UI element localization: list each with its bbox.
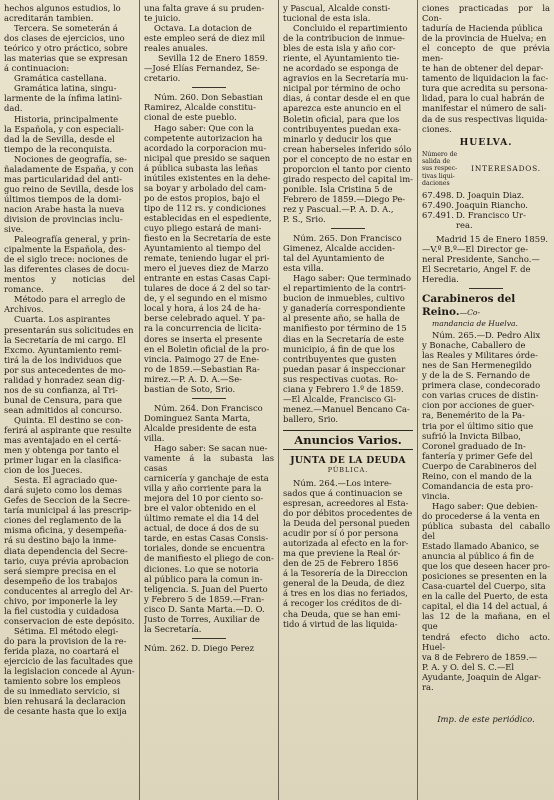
col1-line: Excmo. Ayuntamiento remi- bbox=[4, 344, 122, 355]
col1-line: Tercera. Se someterán á bbox=[14, 23, 118, 34]
col3-a265-line: el repartimiento de la contri- bbox=[283, 283, 407, 294]
col3-top-line: riente, el Ayuntamiento tie- bbox=[283, 53, 400, 64]
relation-row bbox=[422, 210, 550, 220]
rel-left-line: tivas liqui- bbox=[422, 172, 455, 180]
col1-line: presentarán sus solicitudes en bbox=[4, 324, 134, 335]
col2-a260-line: acordado la corporacion mu- bbox=[144, 142, 267, 153]
col2-a260-line: competente autorizacion ha bbox=[144, 132, 263, 143]
col2-a264-line: actual, de doce á dos de su bbox=[144, 523, 259, 534]
col3-top-line: aparezca este anuncio en el bbox=[283, 103, 402, 114]
rel-left-line: salida de bbox=[422, 158, 451, 166]
archive-rules-text bbox=[4, 3, 135, 716]
col1-line: ferirá al aspirante que resulte bbox=[4, 424, 132, 435]
relation-row bbox=[422, 190, 550, 200]
rel-left-line: daciones bbox=[422, 180, 450, 188]
col3-a265-line: dias en la Secretaría de este bbox=[283, 333, 404, 344]
col4-a265-line: Hago saber: Que debien- bbox=[432, 500, 538, 511]
col4-a265-line: Núm. 265.—D. Pedro Alix bbox=[432, 330, 541, 341]
col1-line: dará sujeto como los demas bbox=[4, 485, 122, 496]
col2-a264-line: diciones. Lo que se notoria bbox=[144, 563, 259, 574]
carabineros-heading bbox=[422, 293, 550, 319]
notice-264-subasta bbox=[144, 403, 274, 634]
col3-a264-line: sados que á continuacion se bbox=[283, 487, 403, 498]
col4-a265-line: con varias cruces de distin- bbox=[422, 390, 539, 401]
col4-a265-line: Reino, con el mando de la bbox=[422, 470, 532, 481]
col1-line: Archivos. bbox=[4, 304, 44, 315]
col1-line: Nociones de geografía, se- bbox=[14, 153, 127, 164]
col2-top-line: Sevilla 12 de Enero 1859. bbox=[158, 53, 268, 64]
col3-top-line: agravios en la Secretaría mu- bbox=[283, 73, 409, 84]
col4-top-line: taduría de Hacienda pública bbox=[422, 23, 543, 34]
col3-a264-line: espresan, acreedores al Esta- bbox=[283, 498, 409, 509]
col4-a265-line: nes de San Hermenegildo bbox=[422, 360, 532, 371]
col4-a265-line: anuncia al público á fin de bbox=[422, 551, 535, 562]
relation-table bbox=[422, 190, 550, 230]
relation-header bbox=[422, 151, 550, 188]
col2-top-line: este empleo será de diez mil bbox=[144, 33, 266, 44]
col1-line: la fiel custodia y cuidadosa bbox=[4, 605, 119, 616]
col4-a265-line: tria por el último sitio que bbox=[422, 420, 534, 431]
col4-a265-line: primera clase, condecorado bbox=[422, 380, 541, 391]
relation-number: 67.491. bbox=[422, 209, 454, 220]
col2-a260-line: á pública subasta las leñas bbox=[144, 162, 258, 173]
col1-line: de el siglo trece: nociones de bbox=[4, 254, 128, 265]
col2-a264-line: último remate el dia 14 del bbox=[144, 513, 259, 524]
col3-a264-line: general de la Deuda, de diez bbox=[283, 578, 405, 589]
col3-top-line: crean haberseles inferido sólo bbox=[283, 143, 412, 154]
col1-line: de su inmediato servicio, si bbox=[4, 686, 120, 697]
col4-a265-line: Estado llamado Abanico, se bbox=[422, 541, 539, 552]
col1-line: Cuarta. Los aspirantes bbox=[14, 314, 111, 325]
col4-top-line: te han de obtener del depar- bbox=[422, 63, 544, 74]
col4-a265-line: ra, Benemérito de la Pa- bbox=[422, 410, 525, 421]
col1-line: cion de los Jueces. bbox=[4, 465, 83, 476]
col2-a264-line: de manifiesto el pliego de con- bbox=[144, 553, 274, 564]
col1-line: Historia, principalmente bbox=[14, 113, 119, 124]
col2-a264-line: villa. bbox=[144, 432, 165, 443]
col4-a265-line: capital, el dia 14 del actual, á bbox=[422, 601, 548, 612]
col1-line: Gramática castellana. bbox=[14, 73, 107, 84]
col4-top-line: da de sus respectivas liquida- bbox=[422, 113, 548, 124]
col3-a264-line: acudir por sí ó por persona bbox=[283, 528, 399, 539]
col2-a260-line: ra la concurrencia de licita- bbox=[144, 323, 262, 334]
col1-line: últimos tiempos de la domi- bbox=[4, 193, 122, 204]
col4-mid-line: El Secretario, Angel F. de bbox=[422, 264, 531, 275]
carabineros-title: Carabineros del Reino. bbox=[422, 293, 516, 318]
col3-top-line: y Pascual, Alcalde consti- bbox=[283, 3, 391, 13]
col3-top-line: contribuyentes puedan exa- bbox=[283, 123, 401, 134]
col3-a264-line: den de 25 de Febrero 1856 bbox=[283, 558, 399, 569]
separator bbox=[192, 638, 226, 639]
col2-a260-line: fiesto en la Secretaría de este bbox=[144, 233, 271, 244]
col2-a260-line: entrante en estas Casas Capi- bbox=[144, 273, 271, 284]
relation-name: rea. bbox=[456, 219, 473, 230]
col3-top-line: rez y Pascual.—P. A. D. A., bbox=[283, 203, 394, 214]
col3-a265-line: manifiesto por término de 15 bbox=[283, 323, 407, 334]
col1-line: ferida plaza, no coartará el bbox=[4, 646, 119, 656]
col3-a264-line: á la Tesorería de la Direccion bbox=[283, 568, 408, 579]
col2-a264-line: bre el valor obtenido en el bbox=[144, 503, 256, 514]
col1-line: tiempo de la reconquista. bbox=[4, 143, 113, 154]
deuda-signature bbox=[422, 234, 550, 284]
col2-a260-line: mero el jueves diez de Marzo bbox=[144, 263, 269, 274]
col3-a265-line: contribuyentes que gusten bbox=[283, 353, 397, 364]
column-1 bbox=[4, 3, 135, 795]
col1-line: do para la provision de la re- bbox=[4, 635, 127, 646]
col4-a265-line: sufrió la Invicta Bilbao, bbox=[422, 430, 521, 441]
col2-a264-line: y Febrero 5 de 1859.—Fran- bbox=[144, 593, 265, 604]
relation-row bbox=[422, 200, 550, 210]
col2-a260-line: mirez.—P. A. D. A.—Se- bbox=[144, 373, 243, 384]
col4-mid-line: Heredia. bbox=[422, 274, 459, 285]
col3-top-line: Concluido el repartimiento bbox=[293, 23, 408, 34]
separator bbox=[331, 228, 365, 229]
col4-a265-line: do procederse á la venta en bbox=[422, 510, 540, 521]
column-2 bbox=[144, 3, 274, 795]
col4-a265-line: vincia. bbox=[422, 490, 450, 501]
col2-a260-line: cional de este pueblo. bbox=[144, 112, 237, 123]
col2-a264-line: vamente á la subasta las casas bbox=[144, 453, 274, 474]
col4-a265-line: fantería y primer Gefe del bbox=[422, 450, 533, 461]
col2-top-line: —José Elías Fernandez, Se- bbox=[144, 63, 260, 74]
col4-a265-line: cion por acciones de guer- bbox=[422, 400, 535, 411]
col2-a260-line: inútiles existentes en la dehe- bbox=[144, 172, 271, 183]
col2-a264-line: mejora del 10 por ciento so- bbox=[144, 493, 264, 504]
col3-a264-line: á tres en los dias no feriados, bbox=[283, 588, 408, 599]
col2-a260-line: remate, teniendo lugar el pri- bbox=[144, 253, 270, 264]
col3-a264-line: autorizada al efecto en la for- bbox=[283, 538, 409, 549]
col1-line: ciones del reglamento de la bbox=[4, 515, 122, 526]
col4-a265-line: Comandancia de esta pro- bbox=[422, 480, 534, 491]
col2-a264-line: al público para la comun in- bbox=[144, 573, 263, 584]
col4-a265-line: ra. bbox=[422, 681, 434, 692]
col3-a265-line: Núm. 265. Don Francisco bbox=[293, 233, 402, 244]
col3-a264-line: la Deuda del personal pueden bbox=[283, 518, 410, 529]
separator bbox=[469, 288, 503, 289]
col4-mid-line: —V.º B.º—El Director ge- bbox=[422, 243, 529, 254]
col3-a265-line: tal del Ayuntamiento de bbox=[283, 253, 385, 264]
col2-top-line: cretario. bbox=[144, 73, 181, 84]
col3-a265-line: —El Alcalde, Francisco Gi- bbox=[283, 393, 397, 404]
col2-a260-line: Ayuntamiento al tiempo del bbox=[144, 243, 261, 254]
col2-a264-line: villa y año corriente para la bbox=[144, 483, 262, 494]
col4-a265-line: tendrá efecto dicho acto. Huel- bbox=[422, 631, 550, 652]
column-rule bbox=[417, 0, 418, 800]
col1-line: sean admitidos al concurso. bbox=[4, 404, 123, 415]
col2-a260-line: bastian de Soto, Srio. bbox=[144, 383, 236, 394]
col4-a265-line: y Bonache, Caballero de bbox=[422, 340, 526, 351]
col3-top-line: P. S., Srio. bbox=[283, 213, 326, 224]
col1-line: por sus antecedentes de mo- bbox=[4, 364, 126, 375]
col2-a264-line: carnicería y ganchaje de esta bbox=[144, 473, 269, 484]
col4-a265-line: Ayudante, Joaquin de Algar- bbox=[422, 671, 542, 682]
col1-line: la Española, y con especiali- bbox=[4, 123, 124, 134]
col4-a265-line: en la calle del Puerto, de esta bbox=[422, 591, 548, 602]
separator bbox=[192, 87, 226, 88]
col1-line: diata dependencia del Secre- bbox=[4, 545, 128, 556]
col4-a265-line: Cuerpo de Carabineros del bbox=[422, 460, 537, 471]
col1-line: mas particularidad del anti- bbox=[4, 173, 123, 184]
relation-row bbox=[422, 220, 550, 230]
col3-a265-line: y ganadería correspondiente bbox=[283, 303, 406, 314]
col4-top-line: tura que acredita su persona- bbox=[422, 83, 548, 94]
col1-line: larmente de la ínfima latini- bbox=[4, 93, 123, 104]
col3-top-line: ne acordado se esponga de bbox=[283, 63, 399, 74]
col4-a265-line: Coronel graduado de In- bbox=[422, 440, 526, 451]
col1-line: ralidad y honradez sean dig- bbox=[4, 374, 125, 385]
notice-265-rociana bbox=[283, 233, 413, 424]
notice-265-carabineros bbox=[422, 330, 550, 692]
col1-line: cipalmente la Española, des- bbox=[4, 244, 126, 255]
col1-line: rá su destino bajo la inme- bbox=[4, 535, 117, 546]
col2-a260-line: Núm. 260. Don Sebastian bbox=[154, 92, 263, 103]
col1-line: nos de su confianza, al Tri- bbox=[4, 384, 118, 395]
col2-top-line: reales anuales. bbox=[144, 43, 208, 54]
deuda-notice-continued bbox=[422, 3, 550, 134]
col1-line: hechos algunos estudios, lo bbox=[4, 3, 121, 13]
column-3 bbox=[283, 3, 413, 795]
carabineros-subtitle: —Co- bbox=[459, 307, 481, 317]
col2-top-line: te juicio. bbox=[144, 13, 181, 24]
col2-a260-line: vincia. Paimogo 27 de Ene- bbox=[144, 353, 260, 364]
col1-line: bien rehusará la declaracion bbox=[4, 696, 126, 707]
col3-a265-line: sus respectivas cuotas. Ro- bbox=[283, 373, 398, 384]
col1-line: guo reino de Sevilla, desde los bbox=[4, 183, 134, 194]
col3-a265-line: Gimenez, Alcalde acciden- bbox=[283, 243, 396, 254]
notice-264-deuda bbox=[283, 478, 413, 629]
col1-line: tario, cuya prévia aprobacion bbox=[4, 555, 129, 566]
col3-a265-line: municipio, á fin de que los bbox=[283, 343, 395, 354]
col1-line: Paleografía general, y prin- bbox=[14, 234, 131, 245]
col1-line: de cesante hasta que lo exija bbox=[4, 706, 127, 717]
col1-line: desempeño de los trabajos bbox=[4, 575, 118, 586]
col2-a260-line: Ramirez, Alcalde constitu- bbox=[144, 102, 256, 113]
col2-top-line: Octava. La dotacion de bbox=[154, 23, 252, 34]
col4-a265-line: y de la de S. Fernando de bbox=[422, 370, 530, 381]
col3-a265-line: menez.—Manuel Bencano Ca- bbox=[283, 403, 410, 414]
col3-a264-line: ma que previene la Real ór- bbox=[283, 548, 401, 559]
col1-line: las materias que se expresan bbox=[4, 53, 128, 64]
col3-a265-line: al presente año, se halla de bbox=[283, 313, 400, 324]
col1-line: Sesta. El agraciado que- bbox=[14, 475, 118, 486]
col1-line: division de provincias inclu- bbox=[4, 213, 123, 224]
col4-a265-line: las 12 de la mañana, en el que bbox=[422, 611, 550, 632]
col2-a264-line: toriales, donde se encuentra bbox=[144, 543, 266, 554]
col3-a264-line: á recoger los créditos de di- bbox=[283, 598, 402, 609]
relation-name: D. Joaquin Diaz. bbox=[456, 189, 525, 200]
junta-deuda-title: JUNTA DE LA DEUDA bbox=[290, 454, 406, 466]
col2-a264-line: cisco D. Santa Marta.—D. O. bbox=[144, 603, 265, 614]
col1-line: será siempre precisa en el bbox=[4, 565, 117, 576]
col1-line: men y obtenga por tanto el bbox=[4, 445, 120, 456]
col2-a260-line: establecidas en el espediente, bbox=[144, 212, 272, 223]
col3-a265-line: ciana y Febrero 1.º de 1859. bbox=[283, 383, 404, 394]
col2-a264-line: teligencia. S. Juan del Puerto bbox=[144, 583, 268, 594]
rel-left-line: Número de bbox=[422, 150, 458, 158]
col3-top-line: minarlo y deducir los que bbox=[283, 133, 392, 144]
col1-line: misma oficina, y desempeña- bbox=[4, 525, 127, 536]
col1-line: la Secretaría de mi cargo. El bbox=[4, 334, 126, 345]
col1-line: tamiento sobre los empleos bbox=[4, 676, 121, 687]
col1-line: bunal de Censura, para que bbox=[4, 394, 122, 405]
col4-top-line: ciones practicadas por la Con- bbox=[422, 3, 550, 24]
col2-a260-line: tipo de 112 rs. y condiciones bbox=[144, 202, 266, 213]
col1-line: Quinta. El destino se con- bbox=[14, 414, 124, 425]
col1-line: primer lugar en la clasifica- bbox=[4, 455, 122, 466]
col4-a265-line: que los que deseen hacer pro- bbox=[422, 561, 550, 572]
separator bbox=[192, 398, 226, 399]
notice-260 bbox=[144, 92, 274, 393]
col2-a264-line: Hago saber: Se sacan nue- bbox=[154, 442, 268, 453]
col4-top-line: de la provincia de Huelva; en bbox=[422, 33, 547, 44]
col3-a264-line: tido á virtud de las liquida- bbox=[283, 618, 398, 629]
anuncios-varios-heading: Anuncios Varios. bbox=[283, 430, 413, 450]
col3-top-line: nicipal por término de ocho bbox=[283, 83, 401, 94]
col3-a265-line: bucion de inmuebles, cultivo bbox=[283, 293, 405, 304]
relation-name: D. Francisco Ur- bbox=[456, 209, 526, 220]
col4-top-line: tamento de liquidacion la fac- bbox=[422, 73, 549, 84]
archive-rules-end bbox=[144, 3, 274, 83]
notice-262-heading: Núm. 262. D. Diego Perez bbox=[144, 642, 255, 653]
col3-top-line: Febrero de 1859.—Diego Pe- bbox=[283, 193, 406, 204]
col2-a264-line: Dominguez Santa Marta, bbox=[144, 412, 251, 423]
col3-a265-line: esta villa. bbox=[283, 263, 324, 274]
col1-line: sive. bbox=[4, 224, 24, 235]
column-rule bbox=[278, 0, 279, 800]
col3-top-line: bles de esta isla y año cor- bbox=[283, 43, 396, 54]
col2-a260-line: de, y el segundo en el mismo bbox=[144, 293, 268, 304]
col4-a265-line: Casa-cuartel del Cuerpo, sita bbox=[422, 581, 546, 592]
col4-top-line: lidad, para lo cual habrán de bbox=[422, 93, 545, 104]
col1-line: dad la de Sevilla, desde el bbox=[4, 133, 115, 144]
col3-top-line: proporcion el tanto por ciento bbox=[283, 163, 411, 174]
relation-number: 67.490. bbox=[422, 199, 454, 210]
relation-header-number bbox=[422, 151, 462, 188]
col1-line: conducentes al arreglo del Ar- bbox=[4, 585, 133, 596]
col1-line: á continuacion: bbox=[4, 63, 70, 74]
col1-line: mas aventajado en el certá- bbox=[4, 435, 122, 446]
imprint-line: Imp. de este periódico. bbox=[437, 713, 535, 724]
huelva-heading: HUELVA. bbox=[459, 136, 513, 148]
col1-line: nacion Arabe hasta la nueva bbox=[4, 203, 125, 214]
col1-line: la legislacion concede al Ayun- bbox=[4, 666, 135, 677]
col1-line: ejercicio de las facultades que bbox=[4, 656, 133, 667]
col1-line: ñaladamente de España, y con bbox=[4, 163, 134, 174]
col3-top-line: por el concepto de no estar en bbox=[283, 153, 413, 164]
col2-a264-line: Justo de Torres, Auxiliar de bbox=[144, 613, 260, 624]
col1-line: teórico y otro práctico, sobre bbox=[4, 43, 128, 54]
col1-line: Gramática latina, singu- bbox=[14, 83, 117, 94]
col4-mid-line: Madrid 15 de Enero 1859. bbox=[436, 233, 549, 244]
col2-a260-line: dores se inserta el presente bbox=[144, 333, 263, 344]
junta-deuda-subtitle: PÚBLICA. bbox=[327, 465, 369, 474]
col2-a264-line: Alcalde presidente de esta bbox=[144, 422, 257, 433]
col1-line: conservacion de este depósito. bbox=[4, 615, 135, 626]
col2-a260-line: en el Boletin oficial de la pro- bbox=[144, 343, 270, 354]
col1-line: las diferentes clases de docu- bbox=[4, 264, 130, 275]
col3-a264-line: cha Deuda, que se han emi- bbox=[283, 608, 401, 619]
col3-top-line: girado respecto del capital im- bbox=[283, 173, 413, 184]
col2-a260-line: tulares de doce á 2 del so tar- bbox=[144, 283, 271, 294]
col1-line: Sétima. El método elegi- bbox=[14, 625, 119, 636]
col3-a265-line: ballero, Srio. bbox=[283, 413, 339, 424]
col4-top-line: ciones. bbox=[422, 123, 452, 134]
relation-number bbox=[422, 220, 456, 230]
col2-a260-line: berse celebrado aquel. Y pa- bbox=[144, 313, 266, 324]
col2-a260-line: sa boyar y arbolado del cam- bbox=[144, 182, 267, 193]
col3-top-line: Boletin oficial, para que los bbox=[283, 113, 400, 124]
col1-line: Método para el arreglo de bbox=[14, 294, 126, 305]
col4-top-line: manifestar el número de sali- bbox=[422, 103, 547, 114]
col2-a260-line: ro de 1859.—Sebastian Ra- bbox=[144, 363, 260, 374]
col4-top-line: el concepto de que prévia men- bbox=[422, 43, 550, 64]
col1-line: dad. bbox=[4, 103, 23, 114]
relation-number: 67.498. bbox=[422, 189, 454, 200]
notice-262-body bbox=[283, 3, 413, 224]
col3-a265-line: puedan pasar á inspeccionar bbox=[283, 363, 406, 374]
col2-top-line: una falta grave á su pruden- bbox=[144, 3, 265, 13]
relation-header-interesados: INTERESADOS. bbox=[471, 164, 541, 174]
col1-line: Gefes de Seccion de la Secre- bbox=[4, 495, 130, 506]
col4-a265-line: va 8 de Febrero de 1859.— bbox=[422, 651, 538, 662]
col1-line: dos clases de ejercicios, uno bbox=[4, 33, 125, 44]
col1-line: tirá la de los individuos que bbox=[4, 354, 122, 365]
col2-a260-line: nicipal que presido se saquen bbox=[144, 152, 271, 163]
col3-top-line: ponible. Isla Cristina 5 de bbox=[283, 183, 393, 194]
col4-a265-line: posiciones se presenten en la bbox=[422, 571, 548, 582]
col3-top-line: tucional de esta isla. bbox=[283, 13, 371, 24]
column-rule bbox=[139, 0, 140, 800]
col4-a265-line: pública subasta del caballo del bbox=[422, 521, 550, 542]
col1-line: taría municipal á las prescrip- bbox=[4, 505, 132, 516]
col2-a260-line: cuyo pliego estará de mani- bbox=[144, 222, 262, 233]
col3-top-line: dias, á contar desde el en que bbox=[283, 93, 411, 104]
carabineros-comandancia: mandancia de Huelva. bbox=[432, 319, 518, 329]
rel-left-line: sus respec- bbox=[422, 165, 458, 173]
col3-a265-line: Hago saber: Que terminado bbox=[293, 273, 412, 284]
col2-a264-line: tarde, en estas Casas Consis- bbox=[144, 533, 269, 544]
col1-line: chivo, por imponerle la ley bbox=[4, 595, 118, 606]
col3-a264-line: Núm. 264.—Los intere- bbox=[293, 477, 392, 488]
col2-a260-line: Hago saber: Que con la bbox=[154, 122, 254, 133]
relation-name: Joaquin Riancho. bbox=[456, 199, 528, 210]
col4-a265-line: las Reales y Militares órde- bbox=[422, 350, 538, 361]
col2-a260-line: local y hora, á los 24 de ha- bbox=[144, 303, 261, 314]
col4-a265-line: P. A. y O. del S. C.—El bbox=[422, 661, 515, 672]
col1-line: acreditarán tambien. bbox=[4, 13, 94, 24]
col3-top-line: de la contribucion de inmue- bbox=[283, 33, 405, 44]
column-4 bbox=[422, 3, 550, 795]
col1-line: mentos y noticias del romance. bbox=[4, 274, 135, 295]
col2-a260-line: po de estos propios, bajo el bbox=[144, 192, 261, 203]
col3-a264-line: do por débitos procedentes de bbox=[283, 508, 413, 519]
col4-mid-line: neral Presidente, Sancho.— bbox=[422, 253, 540, 264]
col2-a264-line: Núm. 264. Don Francisco bbox=[154, 402, 263, 413]
col2-a264-line: la Secretaría. bbox=[144, 623, 202, 634]
